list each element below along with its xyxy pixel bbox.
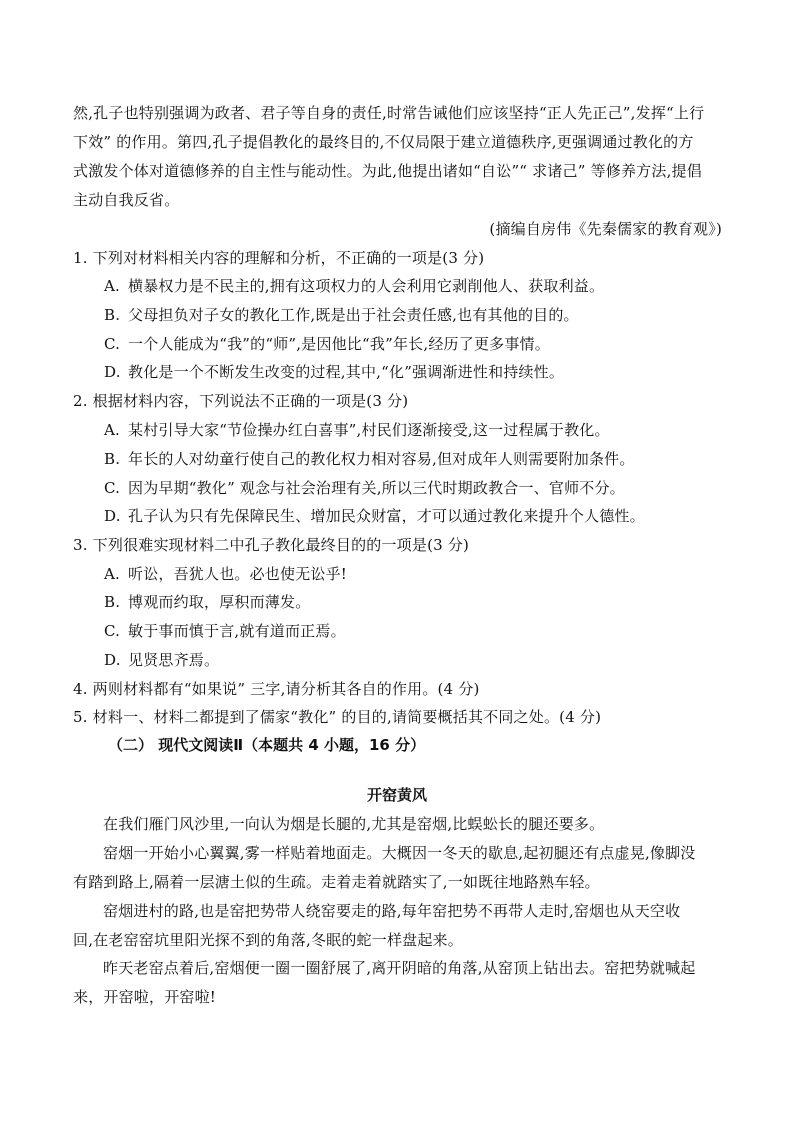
question-1-stem: 1. 下列对材料相关内容的理解和分析，不正确的一项是(3 分): [73, 249, 485, 267]
question-3-option-d: [104, 650, 219, 670]
story-line: 窑烟进村的路,也是窑把势带人绕窑要走的路,每年窑把势不再带人走时,窑烟也从天空收: [103, 902, 681, 920]
question-2-option-a: [104, 420, 610, 440]
option-letter: C.: [104, 335, 121, 353]
passage-line: 然,孔子也特别强调为政者、君子等自身的责任,时常告诫他们应该坚持“正人先正己”,发挥“上行: [73, 104, 705, 122]
question-3-option-c: [104, 621, 346, 641]
question-2-option-b: [104, 449, 635, 469]
option-letter: D.: [104, 651, 121, 669]
story-line: 来，开窑啦，开窑啦!: [73, 988, 217, 1006]
option-letter: C.: [104, 622, 121, 640]
question-1-option-c: [104, 334, 550, 354]
question-3-option-a: [104, 564, 347, 584]
option-text: 父母担负对子女的教化工作,既是出于社会责任感,也有其他的目的。: [128, 306, 579, 324]
option-letter: C.: [104, 479, 121, 497]
option-text: 因为早期“教化” 观念与社会治理有关,所以三代时期政教合一、官师不分。: [128, 479, 625, 497]
option-text: 一个人能成为“我”的“师”,是因他比“我”年长,经历了更多事情。: [128, 335, 550, 353]
story-line: 回,在老窑窑坑里阳光探不到的角落,冬眠的蛇一样盘起来。: [73, 931, 463, 949]
question-1-option-d: [104, 362, 564, 382]
story-title: 开窑黄风: [366, 786, 427, 804]
option-text: 敏于事而慎于言,就有道而正焉。: [128, 622, 346, 640]
question-3-option-b: [104, 592, 310, 612]
option-letter: B.: [104, 306, 121, 324]
passage-line: 式激发个体对道德修养的自主性与能动性。为此,他提出诸如“自讼”“ 求诸己” 等修养方法,提倡: [73, 162, 702, 180]
option-letter: A.: [104, 421, 121, 439]
passage-line: 主动自我反省。: [73, 191, 180, 209]
story-line: 有踏到路上,隔着一层溏土似的生疏。走着走着就踏实了,一如既往地路熟车轻。: [73, 873, 600, 891]
question-2-option-d: [104, 506, 645, 526]
option-text: 博观而约取，厚积而薄发。: [128, 593, 311, 611]
question-1-option-a: [104, 276, 604, 296]
option-letter: A.: [104, 277, 121, 295]
story-line: 在我们雁门风沙里,一向认为烟是长腿的,尤其是窑烟,比蜈蚣长的腿还要多。: [103, 815, 605, 833]
option-letter: D.: [104, 363, 121, 381]
option-text: 孔子认为只有先保障民生、增加民众财富，才可以通过教化来提升个人德性。: [128, 507, 645, 525]
option-letter: B.: [104, 450, 121, 468]
option-text: 教化是一个不断发生改变的过程,其中,“化”强调渐进性和持续性。: [128, 363, 565, 381]
question-4-stem: 4. 两则材料都有“如果说” 三字,请分析其各自的作用。(4 分): [73, 680, 480, 698]
question-2-option-c: [104, 478, 625, 498]
option-text: 年长的人对幼童行使自己的教化权力相对容易,但对成年人则需要附加条件。: [128, 450, 635, 468]
passage-line: 下效” 的作用。第四,孔子提倡教化的最终目的,不仅局限于建立道德秩序,更强调通过教化的方: [73, 133, 694, 151]
question-1-option-b: [104, 305, 579, 325]
option-text: 某村引导大家“节俭操办红白喜事”,村民们逐渐接受,这一过程属于教化。: [128, 421, 610, 439]
story-line: 窑烟一开始小心翼翼,雾一样贴着地面走。大概因一冬天的歇息,起初腿还有点虚晃,像脚没: [103, 844, 696, 862]
option-letter: B.: [104, 593, 121, 611]
section-heading: （二） 现代文阅读Ⅱ（本题共 4 小题，16 分）: [108, 736, 426, 754]
option-letter: D.: [104, 507, 121, 525]
option-letter: A.: [104, 565, 121, 583]
story-line: 昨天老窑点着后,窑烟便一圈一圈舒展了,离开阴暗的角落,从窑顶上钻出去。窑把势就喊起: [103, 959, 696, 977]
option-text: 听讼，吾犹人也。必也使无讼乎!: [128, 565, 348, 583]
option-text: 见贤思齐焉。: [128, 651, 220, 669]
passage-source: (摘编自房伟《先秦儒家的教育观》): [489, 220, 722, 238]
question-5-stem: 5. 材料一、材料二都提到了儒家“教化” 的目的,请简要概括其不同之处。(4 分): [73, 708, 602, 726]
question-3-stem: 3. 下列很难实现材料二中孔子教化最终目的的一项是(3 分): [73, 536, 470, 554]
option-text: 横暴权力是不民主的,拥有这项权力的人会利用它剥削他人、获取利益。: [128, 277, 605, 295]
question-2-stem: 2. 根据材料内容，下列说法不正确的一项是(3 分): [73, 392, 409, 410]
